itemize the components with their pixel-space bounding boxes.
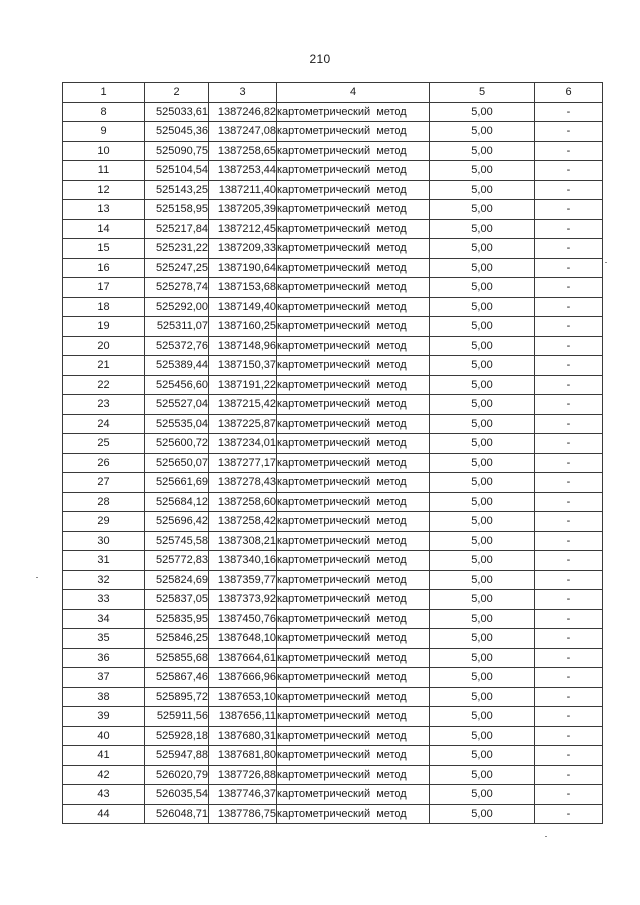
point-number-cell: 40 (63, 726, 145, 746)
point-number-cell: 33 (63, 590, 145, 610)
column-header: 1 (63, 83, 145, 103)
point-number-cell: 31 (63, 551, 145, 571)
point-number-cell: 39 (63, 707, 145, 727)
method-cell: картометрический метод (277, 785, 430, 805)
y-coordinate-cell: 1387681,80 (209, 746, 277, 766)
method-cell: картометрический метод (277, 356, 430, 376)
method-cell: картометрический метод (277, 434, 430, 454)
y-coordinate-cell: 1387190,64 (209, 258, 277, 278)
method-cell: картометрический метод (277, 531, 430, 551)
method-cell: картометрический метод (277, 726, 430, 746)
y-coordinate-cell: 1387209,33 (209, 239, 277, 259)
note-cell: - (535, 219, 603, 239)
method-cell: картометрический метод (277, 239, 430, 259)
y-coordinate-cell: 1387450,76 (209, 609, 277, 629)
note-cell: - (535, 609, 603, 629)
x-coordinate-cell: 525846,25 (145, 629, 209, 649)
note-cell: - (535, 804, 603, 824)
point-number-cell: 37 (63, 668, 145, 688)
y-coordinate-cell: 1387191,22 (209, 375, 277, 395)
note-cell: - (535, 200, 603, 220)
column-header: 3 (209, 83, 277, 103)
x-coordinate-cell: 525231,22 (145, 239, 209, 259)
method-cell: картометрический метод (277, 590, 430, 610)
accuracy-cell: 5,00 (430, 278, 535, 298)
method-cell: картометрический метод (277, 707, 430, 727)
point-number-cell: 15 (63, 239, 145, 259)
method-cell: картометрический метод (277, 473, 430, 493)
table-row (63, 765, 603, 785)
x-coordinate-cell: 525045,36 (145, 122, 209, 142)
method-cell: картометрический метод (277, 278, 430, 298)
point-number-cell: 43 (63, 785, 145, 805)
accuracy-cell: 5,00 (430, 590, 535, 610)
method-cell: картометрический метод (277, 765, 430, 785)
table-row (63, 278, 603, 298)
table-row (63, 785, 603, 805)
accuracy-cell: 5,00 (430, 785, 535, 805)
x-coordinate-cell: 525696,42 (145, 512, 209, 532)
accuracy-cell: 5,00 (430, 395, 535, 415)
y-coordinate-cell: 1387340,16 (209, 551, 277, 571)
table-row (63, 239, 603, 259)
x-coordinate-cell: 525824,69 (145, 570, 209, 590)
note-cell: - (535, 590, 603, 610)
note-cell: - (535, 395, 603, 415)
note-cell: - (535, 668, 603, 688)
accuracy-cell: 5,00 (430, 161, 535, 181)
accuracy-cell: 5,00 (430, 356, 535, 376)
accuracy-cell: 5,00 (430, 765, 535, 785)
accuracy-cell: 5,00 (430, 726, 535, 746)
x-coordinate-cell: 525311,07 (145, 317, 209, 337)
method-cell: картометрический метод (277, 375, 430, 395)
method-cell: картометрический метод (277, 453, 430, 473)
y-coordinate-cell: 1387786,75 (209, 804, 277, 824)
method-cell: картометрический метод (277, 219, 430, 239)
y-coordinate-cell: 1387258,42 (209, 512, 277, 532)
table-row (63, 161, 603, 181)
method-cell: картометрический метод (277, 141, 430, 161)
table-row (63, 434, 603, 454)
note-cell: - (535, 726, 603, 746)
note-cell: - (535, 180, 603, 200)
y-coordinate-cell: 1387258,65 (209, 141, 277, 161)
y-coordinate-cell: 1387648,10 (209, 629, 277, 649)
point-number-cell: 25 (63, 434, 145, 454)
x-coordinate-cell: 525855,68 (145, 648, 209, 668)
point-number-cell: 21 (63, 356, 145, 376)
y-coordinate-cell: 1387664,61 (209, 648, 277, 668)
note-cell: - (535, 317, 603, 337)
table-row (63, 531, 603, 551)
x-coordinate-cell: 525911,56 (145, 707, 209, 727)
y-coordinate-cell: 1387359,77 (209, 570, 277, 590)
note-cell: - (535, 336, 603, 356)
method-cell: картометрический метод (277, 687, 430, 707)
method-cell: картометрический метод (277, 629, 430, 649)
method-cell: картометрический метод (277, 122, 430, 142)
x-coordinate-cell: 525278,74 (145, 278, 209, 298)
point-number-cell: 35 (63, 629, 145, 649)
y-coordinate-cell: 1387653,10 (209, 687, 277, 707)
x-coordinate-cell: 525867,46 (145, 668, 209, 688)
accuracy-cell: 5,00 (430, 804, 535, 824)
note-cell: - (535, 141, 603, 161)
point-number-cell: 29 (63, 512, 145, 532)
point-number-cell: 28 (63, 492, 145, 512)
note-cell: - (535, 531, 603, 551)
y-coordinate-cell: 1387148,96 (209, 336, 277, 356)
table-row (63, 375, 603, 395)
point-number-cell: 17 (63, 278, 145, 298)
note-cell: - (535, 297, 603, 317)
note-cell: - (535, 122, 603, 142)
x-coordinate-cell: 525456,60 (145, 375, 209, 395)
table-row (63, 473, 603, 493)
y-coordinate-cell: 1387234,01 (209, 434, 277, 454)
method-cell: картометрический метод (277, 297, 430, 317)
table-row (63, 414, 603, 434)
table-row (63, 609, 603, 629)
accuracy-cell: 5,00 (430, 629, 535, 649)
note-cell: - (535, 687, 603, 707)
note-cell: - (535, 707, 603, 727)
x-coordinate-cell: 526035,54 (145, 785, 209, 805)
point-number-cell: 16 (63, 258, 145, 278)
point-number-cell: 22 (63, 375, 145, 395)
accuracy-cell: 5,00 (430, 648, 535, 668)
table-row (63, 336, 603, 356)
note-cell: - (535, 785, 603, 805)
page-number: 210 (309, 52, 331, 66)
column-header: 5 (430, 83, 535, 103)
accuracy-cell: 5,00 (430, 551, 535, 571)
coordinates-table (62, 82, 603, 824)
table-row (63, 570, 603, 590)
table-row (63, 180, 603, 200)
point-number-cell: 36 (63, 648, 145, 668)
scan-speck (545, 836, 547, 837)
method-cell: картометрический метод (277, 609, 430, 629)
table-row (63, 200, 603, 220)
accuracy-cell: 5,00 (430, 746, 535, 766)
accuracy-cell: 5,00 (430, 668, 535, 688)
x-coordinate-cell: 525895,72 (145, 687, 209, 707)
table-row (63, 492, 603, 512)
x-coordinate-cell: 525745,58 (145, 531, 209, 551)
method-cell: картометрический метод (277, 414, 430, 434)
method-cell: картометрический метод (277, 161, 430, 181)
point-number-cell: 23 (63, 395, 145, 415)
table-row (63, 512, 603, 532)
y-coordinate-cell: 1387153,68 (209, 278, 277, 298)
table-row (63, 395, 603, 415)
point-number-cell: 38 (63, 687, 145, 707)
note-cell: - (535, 473, 603, 493)
x-coordinate-cell: 525143,25 (145, 180, 209, 200)
table-row (63, 297, 603, 317)
method-cell: картометрический метод (277, 570, 430, 590)
y-coordinate-cell: 1387278,43 (209, 473, 277, 493)
method-cell: картометрический метод (277, 317, 430, 337)
table-row (63, 746, 603, 766)
point-number-cell: 12 (63, 180, 145, 200)
note-cell: - (535, 629, 603, 649)
y-coordinate-cell: 1387666,96 (209, 668, 277, 688)
x-coordinate-cell: 525837,05 (145, 590, 209, 610)
x-coordinate-cell: 525292,00 (145, 297, 209, 317)
x-coordinate-cell: 525247,25 (145, 258, 209, 278)
y-coordinate-cell: 1387149,40 (209, 297, 277, 317)
x-coordinate-cell: 526048,71 (145, 804, 209, 824)
point-number-cell: 41 (63, 746, 145, 766)
point-number-cell: 27 (63, 473, 145, 493)
point-number-cell: 13 (63, 200, 145, 220)
point-number-cell: 30 (63, 531, 145, 551)
method-cell: картометрический метод (277, 102, 430, 122)
accuracy-cell: 5,00 (430, 609, 535, 629)
x-coordinate-cell: 525527,04 (145, 395, 209, 415)
y-coordinate-cell: 1387225,87 (209, 414, 277, 434)
y-coordinate-cell: 1387258,60 (209, 492, 277, 512)
x-coordinate-cell: 525389,44 (145, 356, 209, 376)
table-row (63, 629, 603, 649)
point-number-cell: 20 (63, 336, 145, 356)
note-cell: - (535, 414, 603, 434)
y-coordinate-cell: 1387253,44 (209, 161, 277, 181)
y-coordinate-cell: 1387160,25 (209, 317, 277, 337)
column-header: 2 (145, 83, 209, 103)
point-number-cell: 18 (63, 297, 145, 317)
accuracy-cell: 5,00 (430, 492, 535, 512)
method-cell: картометрический метод (277, 180, 430, 200)
point-number-cell: 8 (63, 102, 145, 122)
point-number-cell: 42 (63, 765, 145, 785)
table-row (63, 648, 603, 668)
note-cell: - (535, 648, 603, 668)
point-number-cell: 26 (63, 453, 145, 473)
point-number-cell: 19 (63, 317, 145, 337)
table-row (63, 707, 603, 727)
point-number-cell: 11 (63, 161, 145, 181)
accuracy-cell: 5,00 (430, 453, 535, 473)
y-coordinate-cell: 1387212,45 (209, 219, 277, 239)
note-cell: - (535, 161, 603, 181)
x-coordinate-cell: 525650,07 (145, 453, 209, 473)
accuracy-cell: 5,00 (430, 122, 535, 142)
y-coordinate-cell: 1387726,88 (209, 765, 277, 785)
table-header-row (63, 83, 603, 103)
table-row (63, 453, 603, 473)
note-cell: - (535, 746, 603, 766)
accuracy-cell: 5,00 (430, 687, 535, 707)
accuracy-cell: 5,00 (430, 200, 535, 220)
note-cell: - (535, 512, 603, 532)
table-row (63, 122, 603, 142)
x-coordinate-cell: 525090,75 (145, 141, 209, 161)
x-coordinate-cell: 525372,76 (145, 336, 209, 356)
x-coordinate-cell: 525104,54 (145, 161, 209, 181)
table-row (63, 356, 603, 376)
x-coordinate-cell: 525600,72 (145, 434, 209, 454)
accuracy-cell: 5,00 (430, 531, 535, 551)
note-cell: - (535, 375, 603, 395)
accuracy-cell: 5,00 (430, 102, 535, 122)
point-number-cell: 34 (63, 609, 145, 629)
column-header: 4 (277, 83, 430, 103)
table-row (63, 317, 603, 337)
accuracy-cell: 5,00 (430, 414, 535, 434)
accuracy-cell: 5,00 (430, 258, 535, 278)
table-row (63, 141, 603, 161)
note-cell: - (535, 258, 603, 278)
accuracy-cell: 5,00 (430, 434, 535, 454)
table-row (63, 219, 603, 239)
x-coordinate-cell: 525217,84 (145, 219, 209, 239)
accuracy-cell: 5,00 (430, 297, 535, 317)
accuracy-cell: 5,00 (430, 180, 535, 200)
x-coordinate-cell: 525033,61 (145, 102, 209, 122)
method-cell: картометрический метод (277, 512, 430, 532)
note-cell: - (535, 492, 603, 512)
x-coordinate-cell: 525772,83 (145, 551, 209, 571)
table-row (63, 668, 603, 688)
method-cell: картометрический метод (277, 336, 430, 356)
method-cell: картометрический метод (277, 551, 430, 571)
method-cell: картометрический метод (277, 258, 430, 278)
accuracy-cell: 5,00 (430, 336, 535, 356)
accuracy-cell: 5,00 (430, 375, 535, 395)
x-coordinate-cell: 525835,95 (145, 609, 209, 629)
method-cell: картометрический метод (277, 492, 430, 512)
method-cell: картометрический метод (277, 804, 430, 824)
method-cell: картометрический метод (277, 200, 430, 220)
x-coordinate-cell: 525947,88 (145, 746, 209, 766)
scan-speck (36, 577, 38, 578)
accuracy-cell: 5,00 (430, 512, 535, 532)
table-row (63, 804, 603, 824)
method-cell: картометрический метод (277, 395, 430, 415)
y-coordinate-cell: 1387308,21 (209, 531, 277, 551)
method-cell: картометрический метод (277, 648, 430, 668)
note-cell: - (535, 434, 603, 454)
accuracy-cell: 5,00 (430, 707, 535, 727)
accuracy-cell: 5,00 (430, 239, 535, 259)
point-number-cell: 24 (63, 414, 145, 434)
point-number-cell: 44 (63, 804, 145, 824)
table-row (63, 258, 603, 278)
note-cell: - (535, 765, 603, 785)
y-coordinate-cell: 1387680,31 (209, 726, 277, 746)
x-coordinate-cell: 526020,79 (145, 765, 209, 785)
x-coordinate-cell: 525684,12 (145, 492, 209, 512)
x-coordinate-cell: 525158,95 (145, 200, 209, 220)
note-cell: - (535, 356, 603, 376)
table-body (63, 102, 603, 824)
scan-speck (605, 262, 607, 263)
note-cell: - (535, 551, 603, 571)
y-coordinate-cell: 1387246,82 (209, 102, 277, 122)
x-coordinate-cell: 525661,69 (145, 473, 209, 493)
note-cell: - (535, 278, 603, 298)
column-header: 6 (535, 83, 603, 103)
y-coordinate-cell: 1387205,39 (209, 200, 277, 220)
y-coordinate-cell: 1387247,08 (209, 122, 277, 142)
accuracy-cell: 5,00 (430, 219, 535, 239)
table-row (63, 687, 603, 707)
y-coordinate-cell: 1387215,42 (209, 395, 277, 415)
y-coordinate-cell: 1387150,37 (209, 356, 277, 376)
point-number-cell: 9 (63, 122, 145, 142)
accuracy-cell: 5,00 (430, 473, 535, 493)
table-row (63, 102, 603, 122)
accuracy-cell: 5,00 (430, 141, 535, 161)
method-cell: картометрический метод (277, 668, 430, 688)
table-row (63, 590, 603, 610)
note-cell: - (535, 102, 603, 122)
x-coordinate-cell: 525535,04 (145, 414, 209, 434)
point-number-cell: 32 (63, 570, 145, 590)
x-coordinate-cell: 525928,18 (145, 726, 209, 746)
table-row (63, 726, 603, 746)
y-coordinate-cell: 1387746,37 (209, 785, 277, 805)
accuracy-cell: 5,00 (430, 570, 535, 590)
y-coordinate-cell: 1387277,17 (209, 453, 277, 473)
note-cell: - (535, 453, 603, 473)
point-number-cell: 10 (63, 141, 145, 161)
method-cell: картометрический метод (277, 746, 430, 766)
y-coordinate-cell: 1387373,92 (209, 590, 277, 610)
note-cell: - (535, 570, 603, 590)
y-coordinate-cell: 1387656,11 (209, 707, 277, 727)
note-cell: - (535, 239, 603, 259)
point-number-cell: 14 (63, 219, 145, 239)
y-coordinate-cell: 1387211,40 (209, 180, 277, 200)
accuracy-cell: 5,00 (430, 317, 535, 337)
table-row (63, 551, 603, 571)
